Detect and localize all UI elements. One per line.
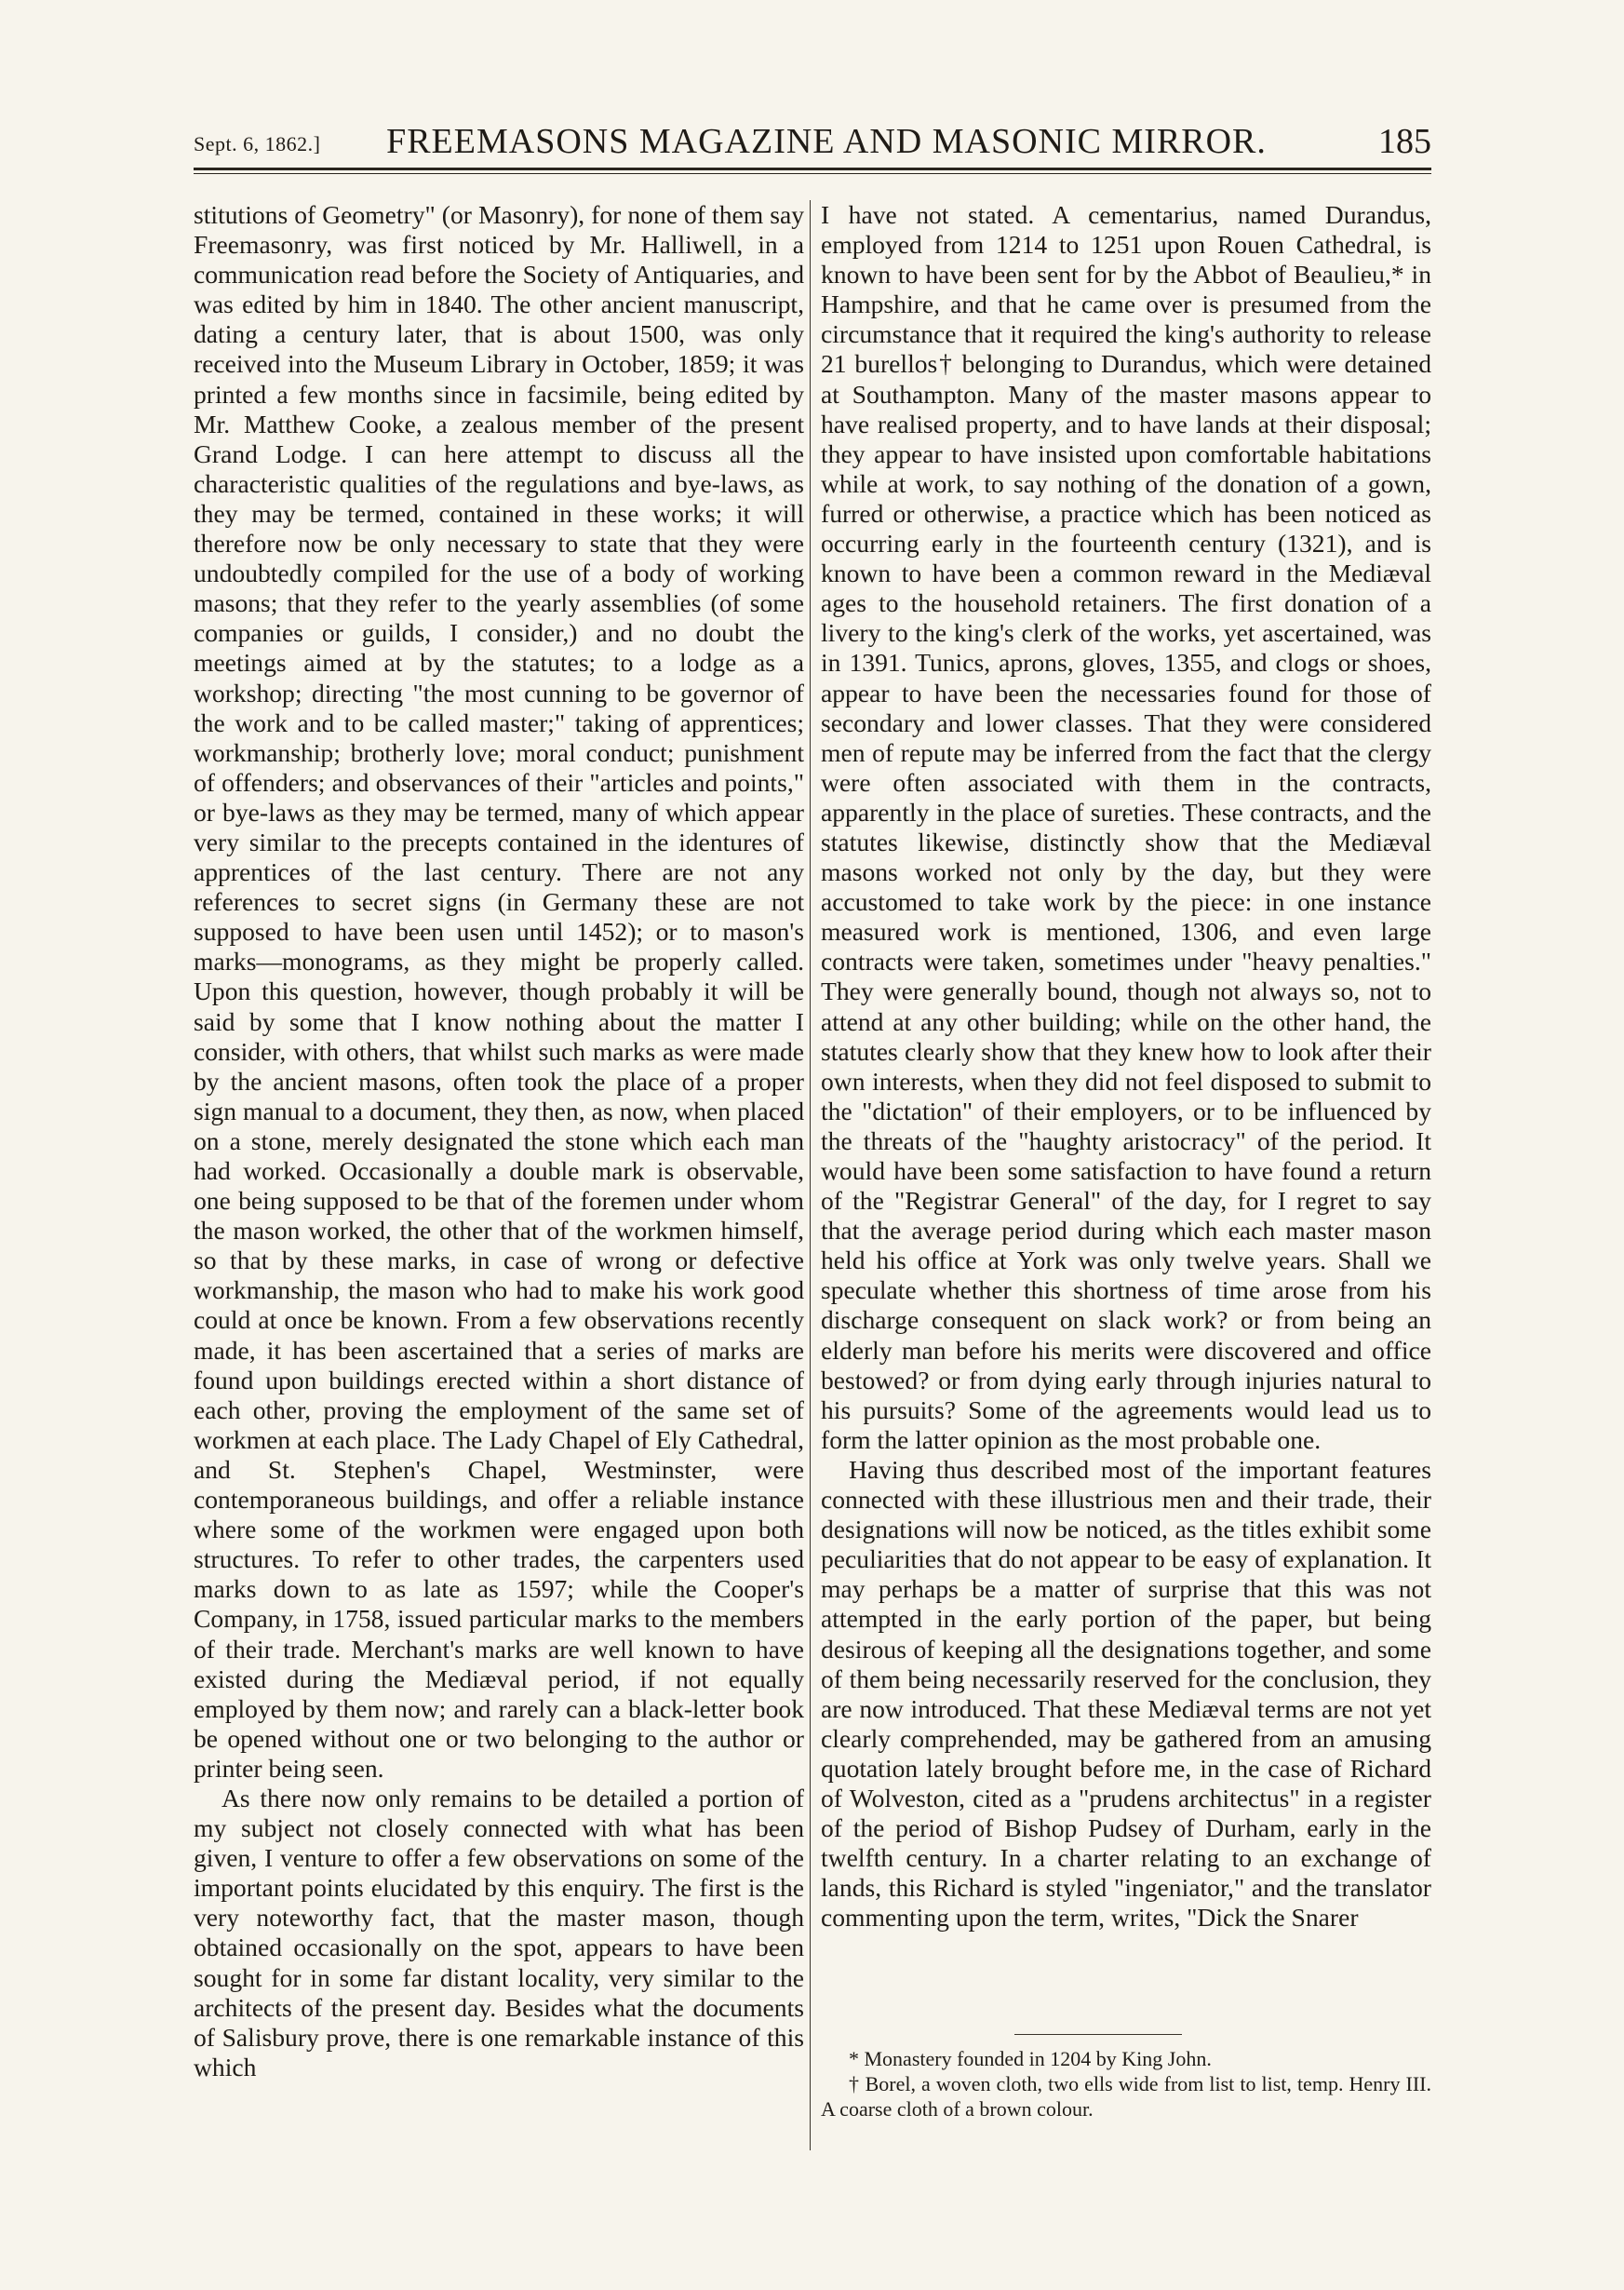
left-paragraph-1: stitutions of Geometry" (or Masonry), for none of them say Freemasonry, was first noticed by Mr. Halliwell, in a communication read before the Society of Antiquaries, and was edited by him in 1840. The other ancient manuscript, dating a century later, that is about 1500, was only received into the Museum Library in October, 1859; it was printed a few months since in facsimile, being edited by Mr. Matthew Cooke, a zealous member of the present Grand Lodge. I can here attempt to discuss all the characteristic qualities of the regulations and bye-laws, as they may be termed, contained in these works; it will therefore now be only necessary to state that they were undoubtedly compiled for the use of a body of working masons; that they refer to the yearly assemblies (of some companies or guilds, I consider,) and no doubt the meetings aimed at by the statutes; to a lodge as a workshop; directing "the most cunning to be governor of the work and to be called master;" taking of apprentices; workmanship; brotherly love; moral conduct; punishment of offenders; and observances of their "articles and points," or bye-laws as they may be termed, many of which appear very similar to the precepts contained in the identures of apprentices of the last century. There are not any references to secret signs (in Germany these are not supposed to have been usen until 1452); or to mason's marks—monograms, as they might be properly called. Upon this question, however, though probably it will be said by some that I know nothing about the matter I consider, with others, that whilst such marks as were made by the ancient masons, often took the place of a proper sign manual to a document, they then, as now, when placed on a stone, merely designated the stone which each man had worked. Occasionally a double mark is observable, one being supposed to be that of the foremen under whom the mason worked, the other that of the workmen himself, so that by these marks, in case of wrong or defective workmanship, the mason who had to make his work good could at once be known. From a few observations recently made, it has been ascertained that a series of marks are found upon buildings erected within a short distance of each other, proving the employment of the same set of workmen at each place. The Lady Chapel of Ely Cathedral, and St. Stephen's Chapel, Westminster, were contemporaneous buildings, and offer a reliable instance where some of the workmen were engaged upon both structures. To refer to other trades, the carpenters used marks down to as late as 1597; while the Cooper's Company, in 1758, issued particular marks to the members of their trade. Merchant's marks are well known to have existed during the Mediæval period, if not equally employed by them now; and rarely can a black-letter book be opened without one or two belonging to the author or printer being seen. xyxy=(194,200,804,1783)
column-divider xyxy=(810,200,811,2150)
right-column xyxy=(821,200,1431,1933)
page-number: 185 xyxy=(1378,122,1431,161)
footnotes xyxy=(821,2046,1431,2122)
footnote-2: † Borel, a woven cloth, two ells wide from list to list, temp. Henry III. A coarse cloth of a brown colour. xyxy=(821,2072,1431,2121)
publication-title: FREEMASONS MAGAZINE AND MASONIC MIRROR. xyxy=(386,122,1267,161)
issue-date: Sept. 6, 1862.] xyxy=(194,132,321,155)
left-column xyxy=(194,200,804,2082)
header-rule-thin xyxy=(194,173,1431,174)
left-paragraph-2: As there now only remains to be detailed a portion of my subject not closely connected with what has been given, I venture to offer a few observations on some of the important points elucidated by this enquiry. The first is the very noteworthy fact, that the master mason, though obtained occasionally on the spot, appears to have been sought for in some far distant locality, very similar to the architects of the present day. Besides what the documents of Salisbury prove, there is one remarkable instance of this which xyxy=(194,1783,804,2081)
right-paragraph-1: I have not stated. A cementarius, named Durandus, employed from 1214 to 1251 upon Rouen Cathedral, is known to have been sent for by the Abbot of Beaulieu,* in Hampshire, and that he came over is presumed from the circumstance that it required the king's authority to release 21 burellos† belonging to Durandus, which were detained at Southampton. Many of the master masons appear to have realised property, and to have lands at their disposal; they appear to have insisted upon comfortable habitations while at work, to say nothing of the donation of a gown, furred or otherwise, a practice which has been noticed as occurring early in the fourteenth century (1321), and is known to have been a common reward in the Mediæval ages to the household retainers. The first donation of a livery to the king's clerk of the works, yet ascertained, was in 1391. Tunics, aprons, gloves, 1355, and clogs or shoes, appear to have been the necessaries found for those of secondary and lower classes. That they were considered men of repute may be inferred from the fact that the clergy were often associated with them in the contracts, apparently in the place of sureties. These contracts, and the statutes likewise, distinctly show that the Mediæval masons worked not only by the day, but they were accustomed to take work by the piece: in one instance measured work is mentioned, 1306, and even large contracts were taken, sometimes under "heavy penalties." They were generally bound, though not always so, not to attend at any other building; while on the other hand, the statutes clearly show that they knew how to look after their own interests, when they did not feel disposed to submit to the "dictation" of their employers, or to be influenced by the threats of the "haughty aristocracy" of the period. It would have been some satisfaction to have found a return of the "Registrar General" of the day, for I regret to say that the average period during which each master mason held his office at York was only twelve years. Shall we speculate whether this shortness of time arose from his discharge consequent on slack work? or from being an elderly man before his merits were discovered and office bestowed? or from dying early through injuries natural to his pursuits? Some of the agreements would lead us to form the latter opinion as the most probable one. xyxy=(821,200,1431,1454)
page-header xyxy=(194,93,1431,161)
footnote-rule xyxy=(1014,2034,1182,2035)
footnote-1: * Monastery founded in 1204 by King John. xyxy=(849,2047,1212,2070)
right-paragraph-2: Having thus described most of the important features connected with these illustrious men and their trade, their designations will now be noticed, as the titles exhibit some peculiarities that do not appear to be easy of explanation. It may perhaps be a matter of surprise that this was not attempted in the early portion of the paper, but being desirous of keeping all the designations together, and some of them being necessarily reserved for the conclusion, they are now introduced. That these Mediæval terms are not yet clearly comprehended, may be gathered from an amusing quotation lately brought before me, in the case of Richard of Wolveston, cited as a "prudens architectus" in a register of the period of Bishop Pudsey of Durham, early in the twelfth century. In a charter relating to an exchange of lands, this Richard is styled "ingeniator," and the translator commenting upon the term, writes, "Dick the Snarer xyxy=(821,1454,1431,1933)
header-rule-thick xyxy=(194,168,1431,170)
